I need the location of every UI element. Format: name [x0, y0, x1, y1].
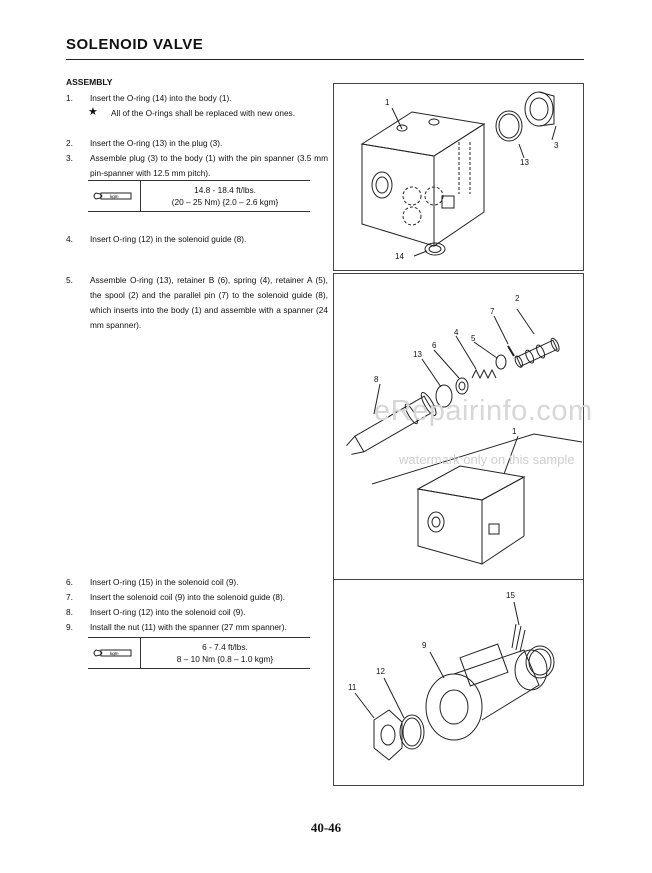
title-rule — [66, 59, 584, 60]
step-number: 3. — [66, 153, 73, 163]
step-text: Insert the O-ring (14) into the body (1). — [90, 93, 232, 103]
callout-9: 9 — [422, 641, 427, 650]
callout-8: 8 — [374, 375, 379, 384]
torque-wrench-icon — [88, 181, 141, 211]
callout-11: 11 — [348, 683, 357, 692]
step-4 — [66, 232, 328, 247]
step-number: 9. — [66, 622, 73, 632]
step-number: 1. — [66, 93, 73, 103]
callout-3: 3 — [554, 141, 559, 150]
callout-4: 4 — [454, 328, 459, 337]
step-5 — [66, 273, 328, 333]
note-text: All of the O-rings shall be replaced with new ones. — [111, 108, 296, 118]
callout-13: 13 — [413, 350, 422, 359]
step-1 — [66, 91, 328, 106]
torque-spec-2 — [88, 637, 310, 669]
section-heading: ASSEMBLY — [66, 77, 113, 87]
step-number: 8. — [66, 607, 73, 617]
watermark-logo: eRepairinfo.com — [374, 395, 593, 427]
callout-12: 12 — [376, 667, 385, 676]
step-9 — [66, 620, 328, 635]
step-number: 7. — [66, 592, 73, 602]
step-text: Insert O-ring (12) into the solenoid coil (9). — [90, 607, 246, 617]
step-2 — [66, 136, 328, 151]
step-text: Insert O-ring (15) in the solenoid coil (9). — [90, 577, 239, 587]
callout-1: 1 — [512, 427, 517, 436]
icon-label: kgm — [110, 651, 119, 656]
step-number: 6. — [66, 577, 73, 587]
step-text: Insert the O-ring (13) in the plug (3). — [90, 138, 223, 148]
step-text: Install the nut (11) with the spanner (27 mm spanner). — [90, 622, 287, 632]
callout-6: 6 — [432, 341, 437, 350]
page-title: SOLENOID VALVE — [66, 36, 204, 53]
step-3 — [66, 151, 328, 181]
step-number: 2. — [66, 138, 73, 148]
torque-spec-1 — [88, 180, 310, 212]
step-text: Assemble O-ring (13), retainer B (6), spring (4), retainer A (5), the spool (2) and the parallel pin (7) to the solenoid guide (8), which inserts into the body (1) and assemble with a spanner (24 mm spanner). — [90, 275, 328, 330]
callout-5: 5 — [471, 334, 476, 343]
callout-13: 13 — [520, 158, 529, 167]
torque-wrench-icon — [88, 638, 141, 668]
callout-7: 7 — [490, 307, 495, 316]
step-text: Assemble plug (3) to the body (1) with the pin spanner (3.5 mm pin-spanner with 12.5 mm pitch). — [90, 153, 328, 178]
callout-14: 14 — [395, 252, 404, 261]
step-text: Insert the solenoid coil (9) into the solenoid guide (8). — [90, 592, 286, 602]
icon-label: kgm — [110, 194, 119, 199]
step-number: 5. — [66, 275, 73, 285]
torque-line-1: 6 - 7.4 ft/lbs. — [202, 642, 248, 652]
torque-line-2: 8 – 10 Nm {0.8 – 1.0 kgm} — [176, 654, 274, 664]
step-7 — [66, 590, 328, 605]
step-text: Insert O-ring (12) in the solenoid guide (8). — [90, 234, 247, 244]
torque-line-2: (20 – 25 Nm) {2.0 – 2.6 kgm} — [171, 197, 279, 207]
figure-coil — [333, 579, 584, 786]
watermark-note: watermark only on this sample — [399, 452, 575, 467]
star-icon: ★ — [88, 106, 98, 118]
torque-line-1: 14.8 - 18.4 ft/lbs. — [194, 185, 256, 195]
callout-1: 1 — [385, 98, 390, 107]
torque-values — [140, 638, 310, 668]
callout-2: 2 — [515, 294, 520, 303]
step-8 — [66, 605, 328, 620]
callout-15: 15 — [506, 591, 515, 600]
figure-body-plug — [333, 83, 584, 271]
step-number: 4. — [66, 234, 73, 244]
step-6 — [66, 575, 328, 590]
body-plug-illustration — [334, 84, 583, 270]
coil-illustration — [334, 580, 583, 785]
torque-values — [140, 181, 310, 211]
page-number: 40-46 — [310, 820, 342, 835]
